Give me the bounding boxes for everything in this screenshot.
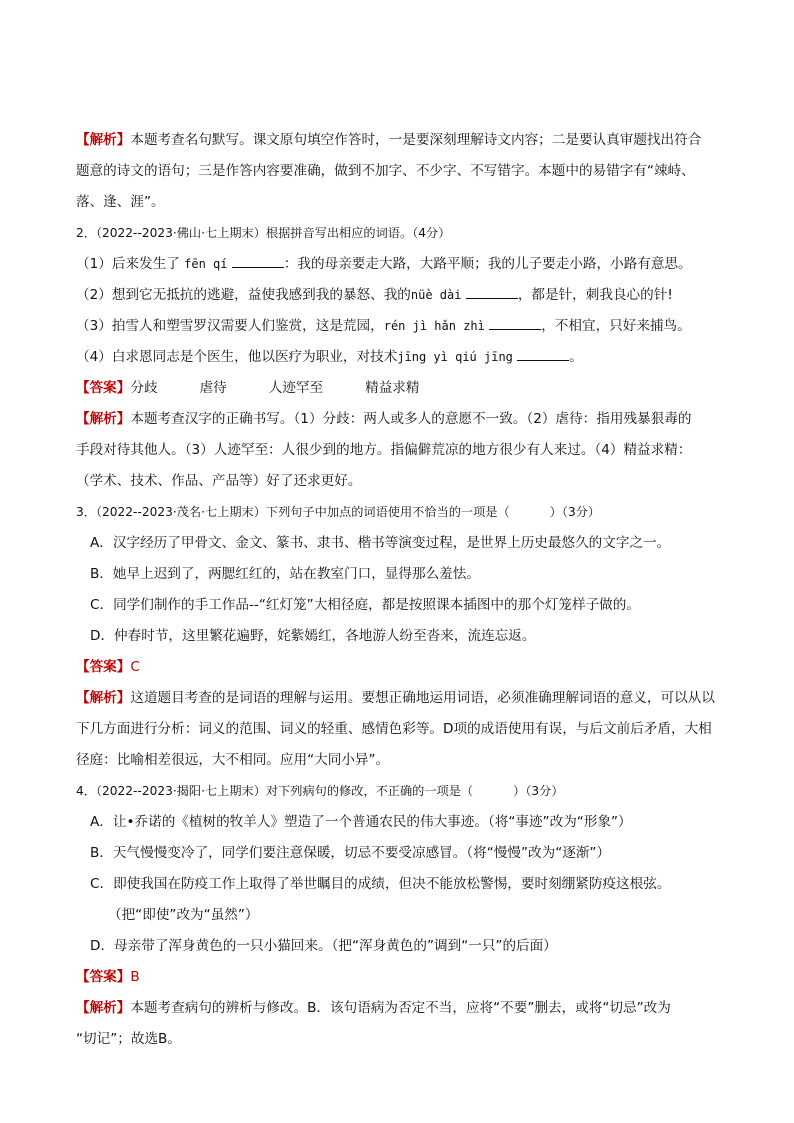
analysis-tag: 【解析】: [76, 411, 131, 427]
analysis-line: 【解析】本题考查名句默写。课文原句填空作答时，一是要深刻理解诗文内容；二是要认真审题找出符合: [76, 132, 702, 148]
q3-option-a: A．汉字经历了甲骨文、金文、篆书、隶书、楷书等演变过程，是世界上历史最悠久的文字之一。: [90, 535, 671, 551]
q4-analysis: 【解析】本题考查病句的辨析与修改。B．该句语病为否定不当，应将“不要”删去，或将“切忌”改为: [76, 1000, 671, 1016]
q4-option-a: A．让•乔诺的《植树的牧羊人》塑造了一个普通农民的伟大事迹。（将“事迹”改为“形象”）: [90, 814, 632, 830]
analysis-line: 落、逢、涯”。: [76, 194, 165, 210]
q3-option-c: C．同学们制作的手工作品--“红灯笼”大相径庭，都是按照课本插图中的那个灯笼样子做的。: [90, 597, 640, 613]
q3-analysis-2: 下几方面进行分析：词义的范围、词义的轻重、感情色彩等。D项的成语使用有误，与后文前后矛盾，大相: [76, 721, 712, 737]
question-2-stem: 2．（2022--2023·佛山·七上期末）根据拼音写出相应的词语。（4分）: [76, 226, 451, 240]
q2-sentence-3: （3）拍雪人和塑雪罗汉需要人们鉴赏，这是荒园，rén jì hǎn zhì ，不相宜，只好来捕鸟。: [76, 318, 691, 334]
analysis-tag: 【解析】: [76, 690, 131, 706]
q2-answer: 【答案】分歧 虐待 人迹罕至 精益求精: [76, 380, 420, 396]
q3-analysis: 【解析】这道题目考查的是词语的理解与运用。要想正确地运用词语，必须准确理解词语的意义，可以从以: [76, 690, 715, 706]
answer-blank: [489, 317, 541, 330]
question-3-stem: 3．（2022--2023·茂名·七上期末）下列句子中加点的词语使用不恰当的一项是（ ）（3分）: [76, 505, 601, 519]
q4-option-c-note: （把“即使”改为“虽然”）: [108, 907, 259, 923]
analysis-line: 题意的诗文的语句；三是作答内容要准确，做到不加字、不少字、不写错字。本题中的易错字有“竦峙、: [76, 163, 695, 179]
q4-option-c: C．即使我国在防疫工作上取得了举世瞩目的成绩，但决不能放松警惕，要时刻绷紧防疫这根弦。: [90, 876, 671, 892]
q2-analysis-3: （学术、技术、作品、产品等）好了还求更好。: [76, 473, 362, 489]
q4-option-d: D．母亲带了浑身黄色的一只小猫回来。（把“浑身黄色的”调到“一只”的后面）: [90, 938, 557, 954]
answer-blank: [466, 286, 518, 299]
question-4-stem: 4．（2022--2023·揭阳·七上期末）对下列病句的修改，不正确的一项是（ ）（3分）: [76, 784, 564, 798]
q2-sentence-1: （1）后来发生了 fēn qí ：我的母亲要走大路，大路平顺；我的儿子要走小路，小路有意思。: [76, 256, 692, 272]
answer-tag: 【答案】: [76, 969, 131, 985]
q2-analysis-2: 手段对待其他人。（3）人迹罕至：人很少到的地方。指偏僻荒凉的地方很少有人来过。（4）精益求精：: [76, 442, 692, 458]
analysis-tag: 【解析】: [76, 132, 131, 148]
answer-blank: [232, 255, 284, 268]
q2-sentence-2: （2）想到它无抵抗的逃避，益使我感到我的暴怒、我的nüè dài ，都是针，刺我良心的针!: [76, 287, 673, 303]
q3-option-b: B．她早上迟到了，两腮红红的，站在教室门口，显得那么羞怯。: [90, 566, 480, 582]
q4-option-b: B．天气慢慢变冷了，同学们要注意保暖，切忌不要受凉感冒。（将“慢慢”改为“逐渐”）: [90, 845, 611, 861]
q2-sentence-4: （4）白求恩同志是个医生，他以医疗为职业，对技术jīng yì qiú jīng 。: [76, 349, 583, 365]
q4-answer: 【答案】B: [76, 969, 140, 985]
q3-analysis-3: 径庭：比喻相差很远，大不相同。应用“大同小异”。: [76, 752, 390, 768]
q4-analysis-2: “切记”；故选B。: [76, 1031, 181, 1047]
analysis-tag: 【解析】: [76, 1000, 131, 1016]
answer-blank: [517, 348, 569, 361]
q3-answer: 【答案】C: [76, 659, 140, 675]
answer-tag: 【答案】: [76, 380, 131, 396]
q3-option-d: D．仲春时节，这里繁花遍野，姹紫嫣红，各地游人纷至沓来，流连忘返。: [90, 628, 536, 644]
answer-tag: 【答案】: [76, 659, 131, 675]
q2-analysis: 【解析】本题考查汉字的正确书写。（1）分歧：两人或多人的意愿不一致。（2）虐待：指用残暴狠毒的: [76, 411, 692, 427]
